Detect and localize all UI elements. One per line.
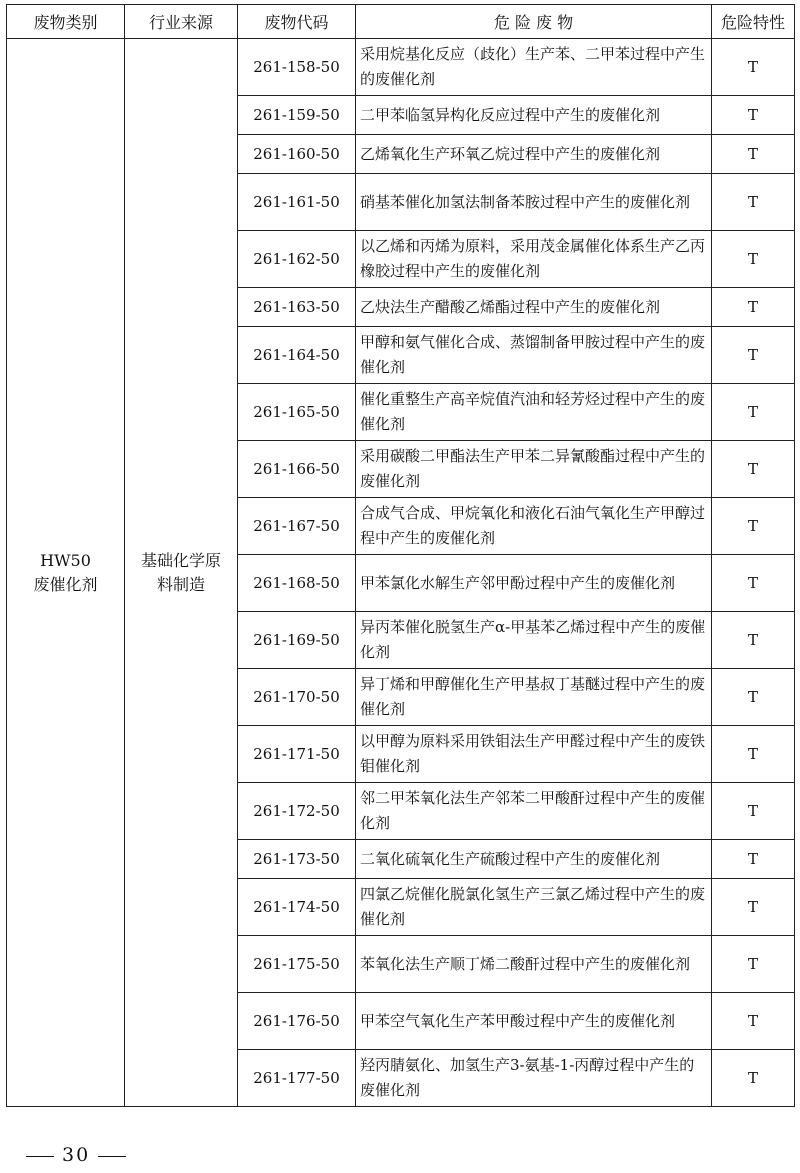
table-row xyxy=(7,39,795,96)
industry-source-line: 料制造 xyxy=(156,574,205,594)
hazard-property-cell: T xyxy=(712,174,795,231)
waste-category-cell xyxy=(7,39,125,1107)
hazardous-waste-description: 以乙烯和丙烯为原料，采用茂金属催化体系生产乙丙橡胶过程中产生的废催化剂 xyxy=(356,231,712,288)
hazardous-waste-description: 苯氧化法生产顺丁烯二酸酐过程中产生的废催化剂 xyxy=(356,936,712,993)
hazardous-waste-table xyxy=(6,4,795,1107)
hazardous-waste-description: 四氯乙烷催化脱氯化氢生产三氯乙烯过程中产生的废催化剂 xyxy=(356,879,712,936)
hazard-property-cell: T xyxy=(712,498,795,555)
hazard-property-cell: T xyxy=(712,39,795,96)
waste-code-cell: 261-166-50 xyxy=(238,441,356,498)
waste-code-cell: 261-167-50 xyxy=(238,498,356,555)
waste-code-cell: 261-172-50 xyxy=(238,783,356,840)
hazard-property-cell: T xyxy=(712,135,795,174)
hazard-property-cell: T xyxy=(712,879,795,936)
hazardous-waste-description: 二甲苯临氢异构化反应过程中产生的废催化剂 xyxy=(356,96,712,135)
hazard-property-cell: T xyxy=(712,669,795,726)
hazard-property-cell: T xyxy=(712,783,795,840)
header-waste-code: 废物代码 xyxy=(238,5,356,39)
hazard-property-cell: T xyxy=(712,384,795,441)
hazard-property-cell: T xyxy=(712,612,795,669)
hazardous-waste-description: 异丁烯和甲醇催化生产甲基叔丁基醚过程中产生的废催化剂 xyxy=(356,669,712,726)
waste-code-cell: 261-177-50 xyxy=(238,1050,356,1107)
waste-code-cell: 261-158-50 xyxy=(238,39,356,96)
waste-code-cell: 261-169-50 xyxy=(238,612,356,669)
industry-source-cell xyxy=(125,39,238,1107)
waste-code-cell: 261-175-50 xyxy=(238,936,356,993)
hazard-property-cell: T xyxy=(712,936,795,993)
hazard-property-cell: T xyxy=(712,96,795,135)
hazard-property-cell: T xyxy=(712,1050,795,1107)
waste-code-cell: 261-176-50 xyxy=(238,993,356,1050)
table-header xyxy=(7,5,795,39)
hazard-property-cell: T xyxy=(712,993,795,1050)
header-row xyxy=(7,5,795,39)
waste-code-cell: 261-159-50 xyxy=(238,96,356,135)
category-code: HW50 xyxy=(40,550,91,570)
hazard-property-cell: T xyxy=(712,441,795,498)
footer-dash-right xyxy=(98,1156,126,1157)
waste-code-cell: 261-160-50 xyxy=(238,135,356,174)
hazard-property-cell: T xyxy=(712,840,795,879)
page-number: 30 xyxy=(62,1144,91,1166)
hazardous-waste-description: 硝基苯催化加氢法制备苯胺过程中产生的废催化剂 xyxy=(356,174,712,231)
hazardous-waste-description: 二氧化硫氧化生产硫酸过程中产生的废催化剂 xyxy=(356,840,712,879)
hazardous-waste-description: 采用烷基化反应（歧化）生产苯、二甲苯过程中产生的废催化剂 xyxy=(356,39,712,96)
hazardous-waste-description: 乙炔法生产醋酸乙烯酯过程中产生的废催化剂 xyxy=(356,288,712,327)
waste-code-cell: 261-170-50 xyxy=(238,669,356,726)
hazardous-waste-description: 异丙苯催化脱氢生产α-甲基苯乙烯过程中产生的废催化剂 xyxy=(356,612,712,669)
waste-code-cell: 261-171-50 xyxy=(238,726,356,783)
hazardous-waste-description: 以甲醇为原料采用铁钼法生产甲醛过程中产生的废铁钼催化剂 xyxy=(356,726,712,783)
waste-code-cell: 261-161-50 xyxy=(238,174,356,231)
hazard-property-cell: T xyxy=(712,555,795,612)
hazard-property-cell: T xyxy=(712,288,795,327)
waste-code-cell: 261-168-50 xyxy=(238,555,356,612)
header-hazardous-waste: 危 险 废 物 xyxy=(356,5,712,39)
header-waste-category: 废物类别 xyxy=(7,5,125,39)
waste-code-cell: 261-165-50 xyxy=(238,384,356,441)
hazardous-waste-description: 甲苯空气氧化生产苯甲酸过程中产生的废催化剂 xyxy=(356,993,712,1050)
hazardous-waste-description: 采用碳酸二甲酯法生产甲苯二异氰酸酯过程中产生的废催化剂 xyxy=(356,441,712,498)
industry-source-line: 基础化学原 xyxy=(140,550,221,570)
footer-dash-left xyxy=(26,1156,54,1157)
hazard-property-cell: T xyxy=(712,231,795,288)
header-industry-source: 行业来源 xyxy=(125,5,238,39)
hazardous-waste-description: 羟丙腈氨化、加氢生产3-氨基-1-丙醇过程中产生的废催化剂 xyxy=(356,1050,712,1107)
waste-code-cell: 261-164-50 xyxy=(238,327,356,384)
page-footer xyxy=(18,1144,134,1166)
hazard-property-cell: T xyxy=(712,327,795,384)
header-hazard-property: 危险特性 xyxy=(712,5,795,39)
hazardous-waste-description: 甲醇和氨气催化合成、蒸馏制备甲胺过程中产生的废催化剂 xyxy=(356,327,712,384)
category-name: 废催化剂 xyxy=(33,574,98,594)
waste-code-cell: 261-162-50 xyxy=(238,231,356,288)
waste-code-cell: 261-174-50 xyxy=(238,879,356,936)
hazardous-waste-description: 邻二甲苯氧化法生产邻苯二甲酸酐过程中产生的废催化剂 xyxy=(356,783,712,840)
hazardous-waste-description: 乙烯氧化生产环氧乙烷过程中产生的废催化剂 xyxy=(356,135,712,174)
hazard-property-cell: T xyxy=(712,726,795,783)
hazardous-waste-description: 催化重整生产高辛烷值汽油和轻芳烃过程中产生的废催化剂 xyxy=(356,384,712,441)
table-body xyxy=(7,39,795,1107)
hazardous-waste-description: 甲苯氯化水解生产邻甲酚过程中产生的废催化剂 xyxy=(356,555,712,612)
waste-code-cell: 261-173-50 xyxy=(238,840,356,879)
waste-code-cell: 261-163-50 xyxy=(238,288,356,327)
hazardous-waste-description: 合成气合成、甲烷氧化和液化石油气氧化生产甲醇过程中产生的废催化剂 xyxy=(356,498,712,555)
